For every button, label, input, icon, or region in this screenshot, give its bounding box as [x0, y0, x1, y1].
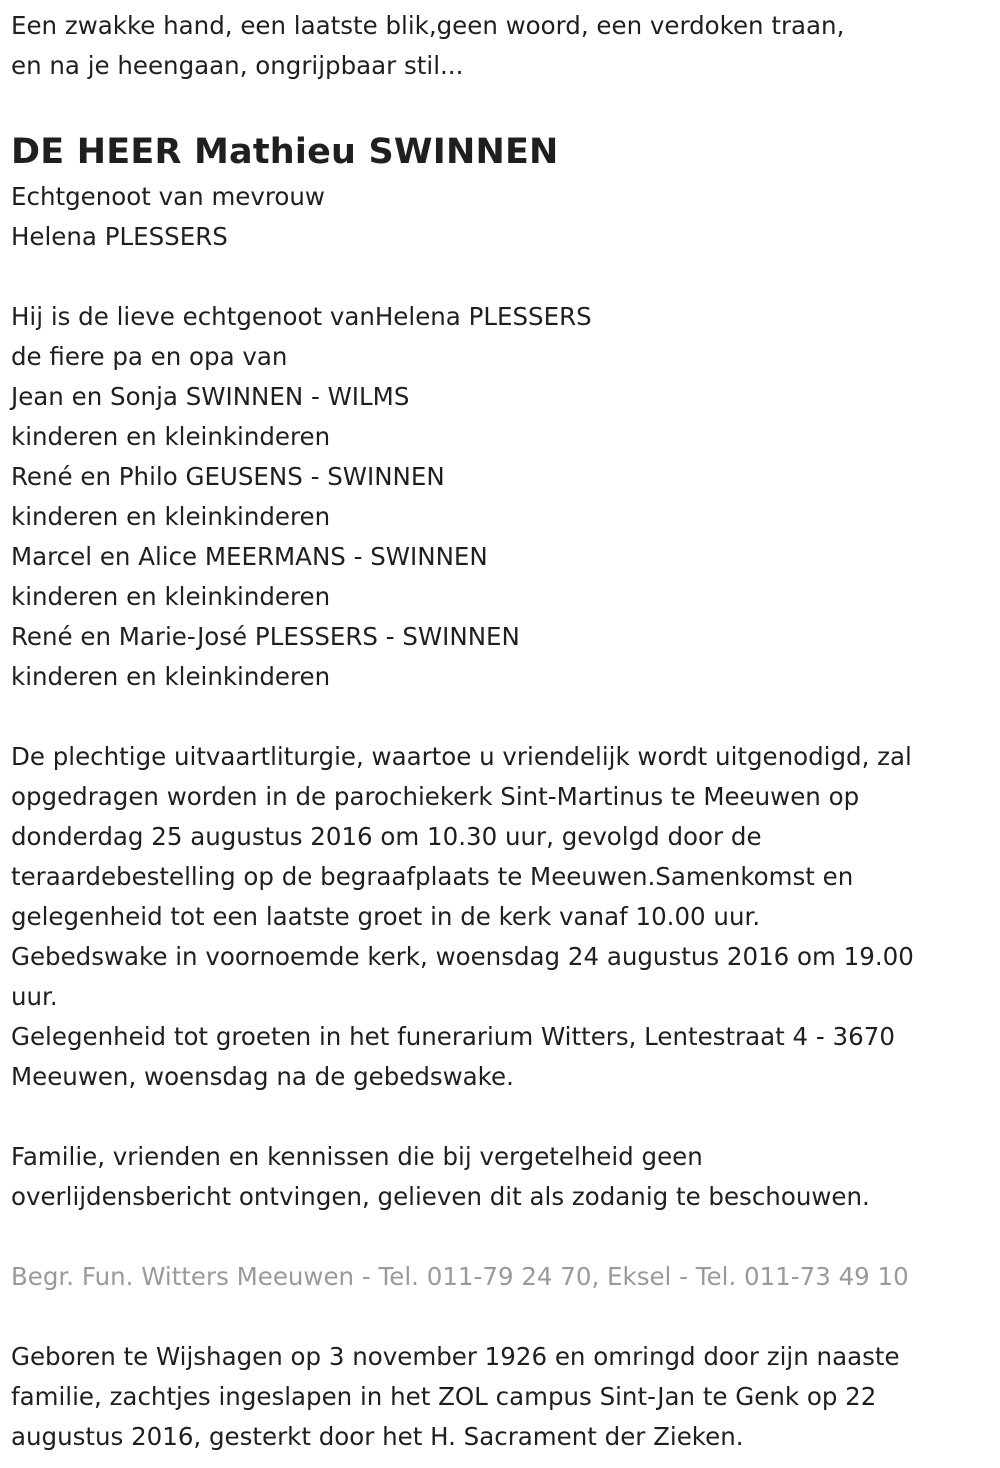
family-list — [11, 297, 990, 697]
poem-verse — [11, 0, 990, 86]
ceremony-line: opgedragen worden in de parochiekerk Sint-Martinus te Meeuwen op — [11, 782, 860, 811]
ceremony-line: Gebedswake in voornoemde kerk, woensdag 24 augustus 2016 om 19.00 — [11, 942, 914, 971]
family-line: Jean en Sonja SWINNEN - WILMS — [11, 382, 410, 411]
family-line: René en Philo GEUSENS - SWINNEN — [11, 462, 445, 491]
funeral-home-line: Begr. Fun. Witters Meeuwen - Tel. 011-79 24 70, Eksel - Tel. 011-73 49 10 — [11, 1262, 909, 1291]
notice-line: overlijdensbericht ontvingen, gelieven dit als zodanig te beschouwen. — [11, 1182, 870, 1211]
ceremony-line: Gelegenheid tot groeten in het funerarium Witters, Lentestraat 4 - 3670 — [11, 1022, 895, 1051]
family-line: René en Marie-José PLESSERS - SWINNEN — [11, 622, 520, 651]
ceremony-line: donderdag 25 augustus 2016 om 10.30 uur, gevolgd door de — [11, 822, 762, 851]
birth-line: familie, zachtjes ingeslapen in het ZOL campus Sint-Jan te Genk op 22 — [11, 1382, 877, 1411]
family-line: kinderen en kleinkinderen — [11, 422, 331, 451]
family-line: de fiere pa en opa van — [11, 342, 288, 371]
ceremony-line: teraardebestelling op de begraafplaats te Meeuwen.Samenkomst en — [11, 862, 854, 891]
poem-line: en na je heengaan, ongrijpbaar stil... — [11, 51, 464, 80]
family-line: Hij is de lieve echtgenoot vanHelena PLESSERS — [11, 302, 592, 331]
ceremony-details — [11, 737, 990, 1097]
ceremony-line: De plechtige uitvaartliturgie, waartoe u vriendelijk wordt uitgenodigd, zal — [11, 742, 912, 771]
spouse-info — [11, 177, 990, 257]
family-line: kinderen en kleinkinderen — [11, 502, 331, 531]
notice-line: Familie, vrienden en kennissen die bij vergetelheid geen — [11, 1142, 703, 1171]
funeral-home-info — [11, 1257, 990, 1297]
birth-line: Geboren te Wijshagen op 3 november 1926 en omringd door zijn naaste — [11, 1342, 900, 1371]
ceremony-line: uur. — [11, 982, 58, 1011]
deceased-name-title: DE HEER Mathieu SWINNEN — [11, 132, 559, 172]
spouse-name: Helena PLESSERS — [11, 222, 228, 251]
spouse-line: Echtgenoot van mevrouw — [11, 182, 325, 211]
family-line: kinderen en kleinkinderen — [11, 582, 331, 611]
notice-text — [11, 1137, 990, 1217]
birth-info — [11, 1337, 990, 1457]
family-line: Marcel en Alice MEERMANS - SWINNEN — [11, 542, 488, 571]
poem-line: Een zwakke hand, een laatste blik,geen woord, een verdoken traan, — [11, 11, 845, 40]
family-line: kinderen en kleinkinderen — [11, 662, 331, 691]
birth-line: augustus 2016, gesterkt door het H. Sacrament der Zieken. — [11, 1422, 744, 1451]
ceremony-line: Meeuwen, woensdag na de gebedswake. — [11, 1062, 514, 1091]
ceremony-line: gelegenheid tot een laatste groet in de kerk vanaf 10.00 uur. — [11, 902, 761, 931]
